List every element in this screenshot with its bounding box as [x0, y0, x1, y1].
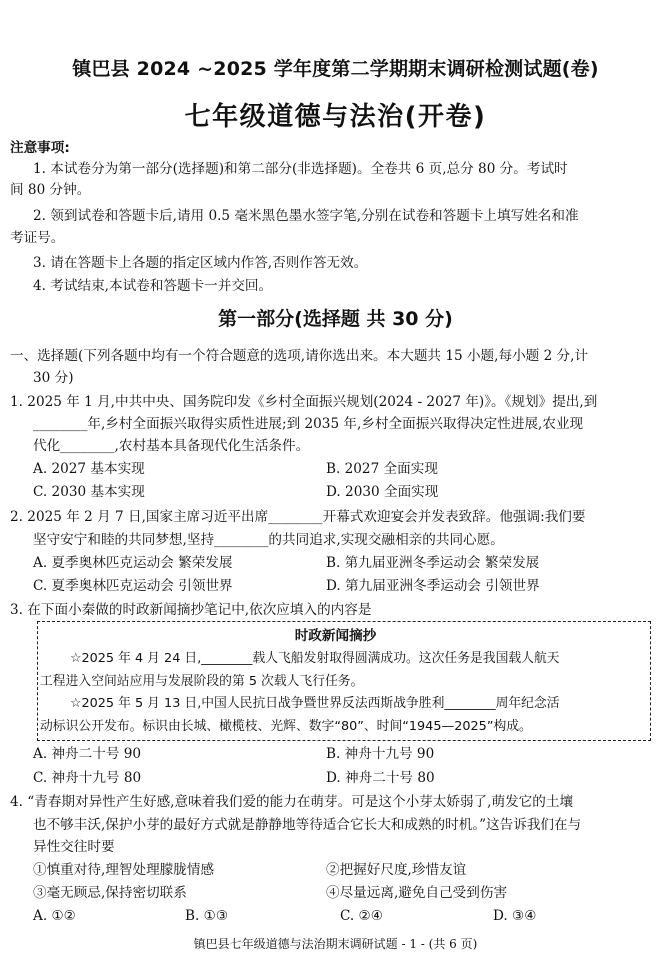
option-a: A. 2027 基本实现	[33, 461, 145, 477]
notes-line: 3. 请在答题卡上各题的指定区域内作答,否则作答无效。	[33, 255, 368, 271]
notes-line: 2. 领到试卷和答题卡后,请用 0.5 毫米黑色墨水签字笔,分别在试卷和答题卡上填写姓名和准	[33, 208, 579, 224]
news-excerpt-line: ☆2025 年 4 月 24 日,________载人飞船发射取得圆满成功。这次任务是我国载人航天	[70, 651, 560, 666]
exam-subtitle: 七年级道德与法治(开卷)	[184, 102, 487, 132]
part1-heading: 第一部分(选择题 共 30 分)	[218, 308, 453, 330]
option-a: A. 夏季奥林匹克运动会 繁荣发展	[33, 555, 233, 571]
page-footer: 镇巴县七年级道德与法治期末调研试题 - 1 - (共 6 页)	[193, 937, 478, 951]
part1-instructions: 一、选择题(下列各题中均有一个符合题意的选项,请你选出来。本大题共 15 小题,每小题 2 分,计	[10, 348, 589, 364]
notes-line: 1. 本试卷分为第一部分(选择题)和第二部分(非选择题)。全卷共 6 页,总分 80 分。考试时	[33, 161, 568, 177]
notes-line: 4. 考试结束,本试卷和答题卡一并交回。	[33, 278, 273, 294]
notes-line: 考证号。	[10, 230, 65, 246]
news-excerpt-line: 工程进入空间站应用与发展阶段的第 5 次载人飞行任务。	[40, 674, 364, 689]
question-4-line: 也不够丰沃,保护小芽的最好方式就是静静地等待适合它长大和成熟的时机。”这告诉我们在与	[33, 817, 582, 833]
option-c: C. 夏季奥林匹克运动会 引领世界	[33, 578, 233, 594]
question-2-line: 坚守安宁和睦的共同梦想,坚持________的共同追求,实现交融相亲的共同心愿。	[33, 532, 504, 548]
option-b: B. 第九届亚洲冬季运动会 繁荣发展	[326, 555, 540, 571]
question-1-line: 代化________,农村基本具备现代化生活条件。	[33, 438, 310, 454]
question-1-line: 1. 2025 年 1 月,中共中央、国务院印发《乡村全面振兴规划(2024 - 2027 年)》。《规划》提出,到	[10, 394, 598, 410]
option-d: D. 2030 全面实现	[326, 484, 439, 500]
option-d: D. ③④	[493, 908, 537, 924]
statement-2: ②把握好尺度,珍惜友谊	[326, 862, 467, 878]
option-c: C. ②④	[340, 908, 383, 924]
statement-1: ①慎重对待,理智处理朦胧情感	[33, 862, 215, 878]
option-b: B. 2027 全面实现	[326, 461, 438, 477]
option-d: D. 第九届亚洲冬季运动会 引领世界	[326, 578, 540, 594]
exam-title: 镇巴县 2024 ~2025 学年度第二学期期末调研检测试题(卷)	[72, 58, 599, 80]
option-c: C. 神舟十九号 80	[33, 770, 142, 786]
question-1-line: ________年,乡村全面振兴取得实质性进展;到 2035 年,乡村全面振兴取得决定性进展,农业现	[33, 416, 584, 432]
statement-4: ④尽量远离,避免自己受到伤害	[326, 885, 508, 901]
option-b: B. ①③	[185, 908, 229, 924]
question-4-line: 异性交往时要	[33, 839, 115, 855]
statement-3: ③毫无顾忌,保持密切联系	[33, 885, 187, 901]
option-a: A. 神舟二十号 90	[33, 746, 142, 762]
question-3-line: 3. 在下面小秦做的时政新闻摘抄笔记中,依次应填入的内容是	[10, 602, 372, 618]
option-a: A. ①②	[33, 908, 76, 924]
question-2-line: 2. 2025 年 2 月 7 日,国家主席习近平出席________开幕式欢迎宴会并发表致辞。他强调:我们要	[10, 509, 586, 525]
option-d: D. 神舟二十号 80	[326, 770, 435, 786]
news-excerpt-title: 时政新闻摘抄	[294, 628, 377, 644]
notes-line: 间 80 分钟。	[10, 182, 91, 198]
option-b: B. 神舟十九号 90	[326, 746, 435, 762]
notes-heading: 注意事项:	[10, 140, 70, 156]
news-excerpt-line: 动标识公开发布。标识由长城、橄榄枝、光辉、数字“80”、时间“1945—2025”构成。	[40, 719, 532, 734]
part1-instructions: 30 分)	[33, 370, 74, 386]
question-4-line: 4. “青春期对异性产生好感,意味着我们爱的能力在萌芽。可是这个小芽太娇弱了,萌发它的土壤	[10, 794, 574, 810]
option-c: C. 2030 基本实现	[33, 484, 145, 500]
news-excerpt-line: ☆2025 年 5 月 13 日,中国人民抗日战争暨世界反法西斯战争胜利________周年纪念活	[70, 696, 560, 711]
